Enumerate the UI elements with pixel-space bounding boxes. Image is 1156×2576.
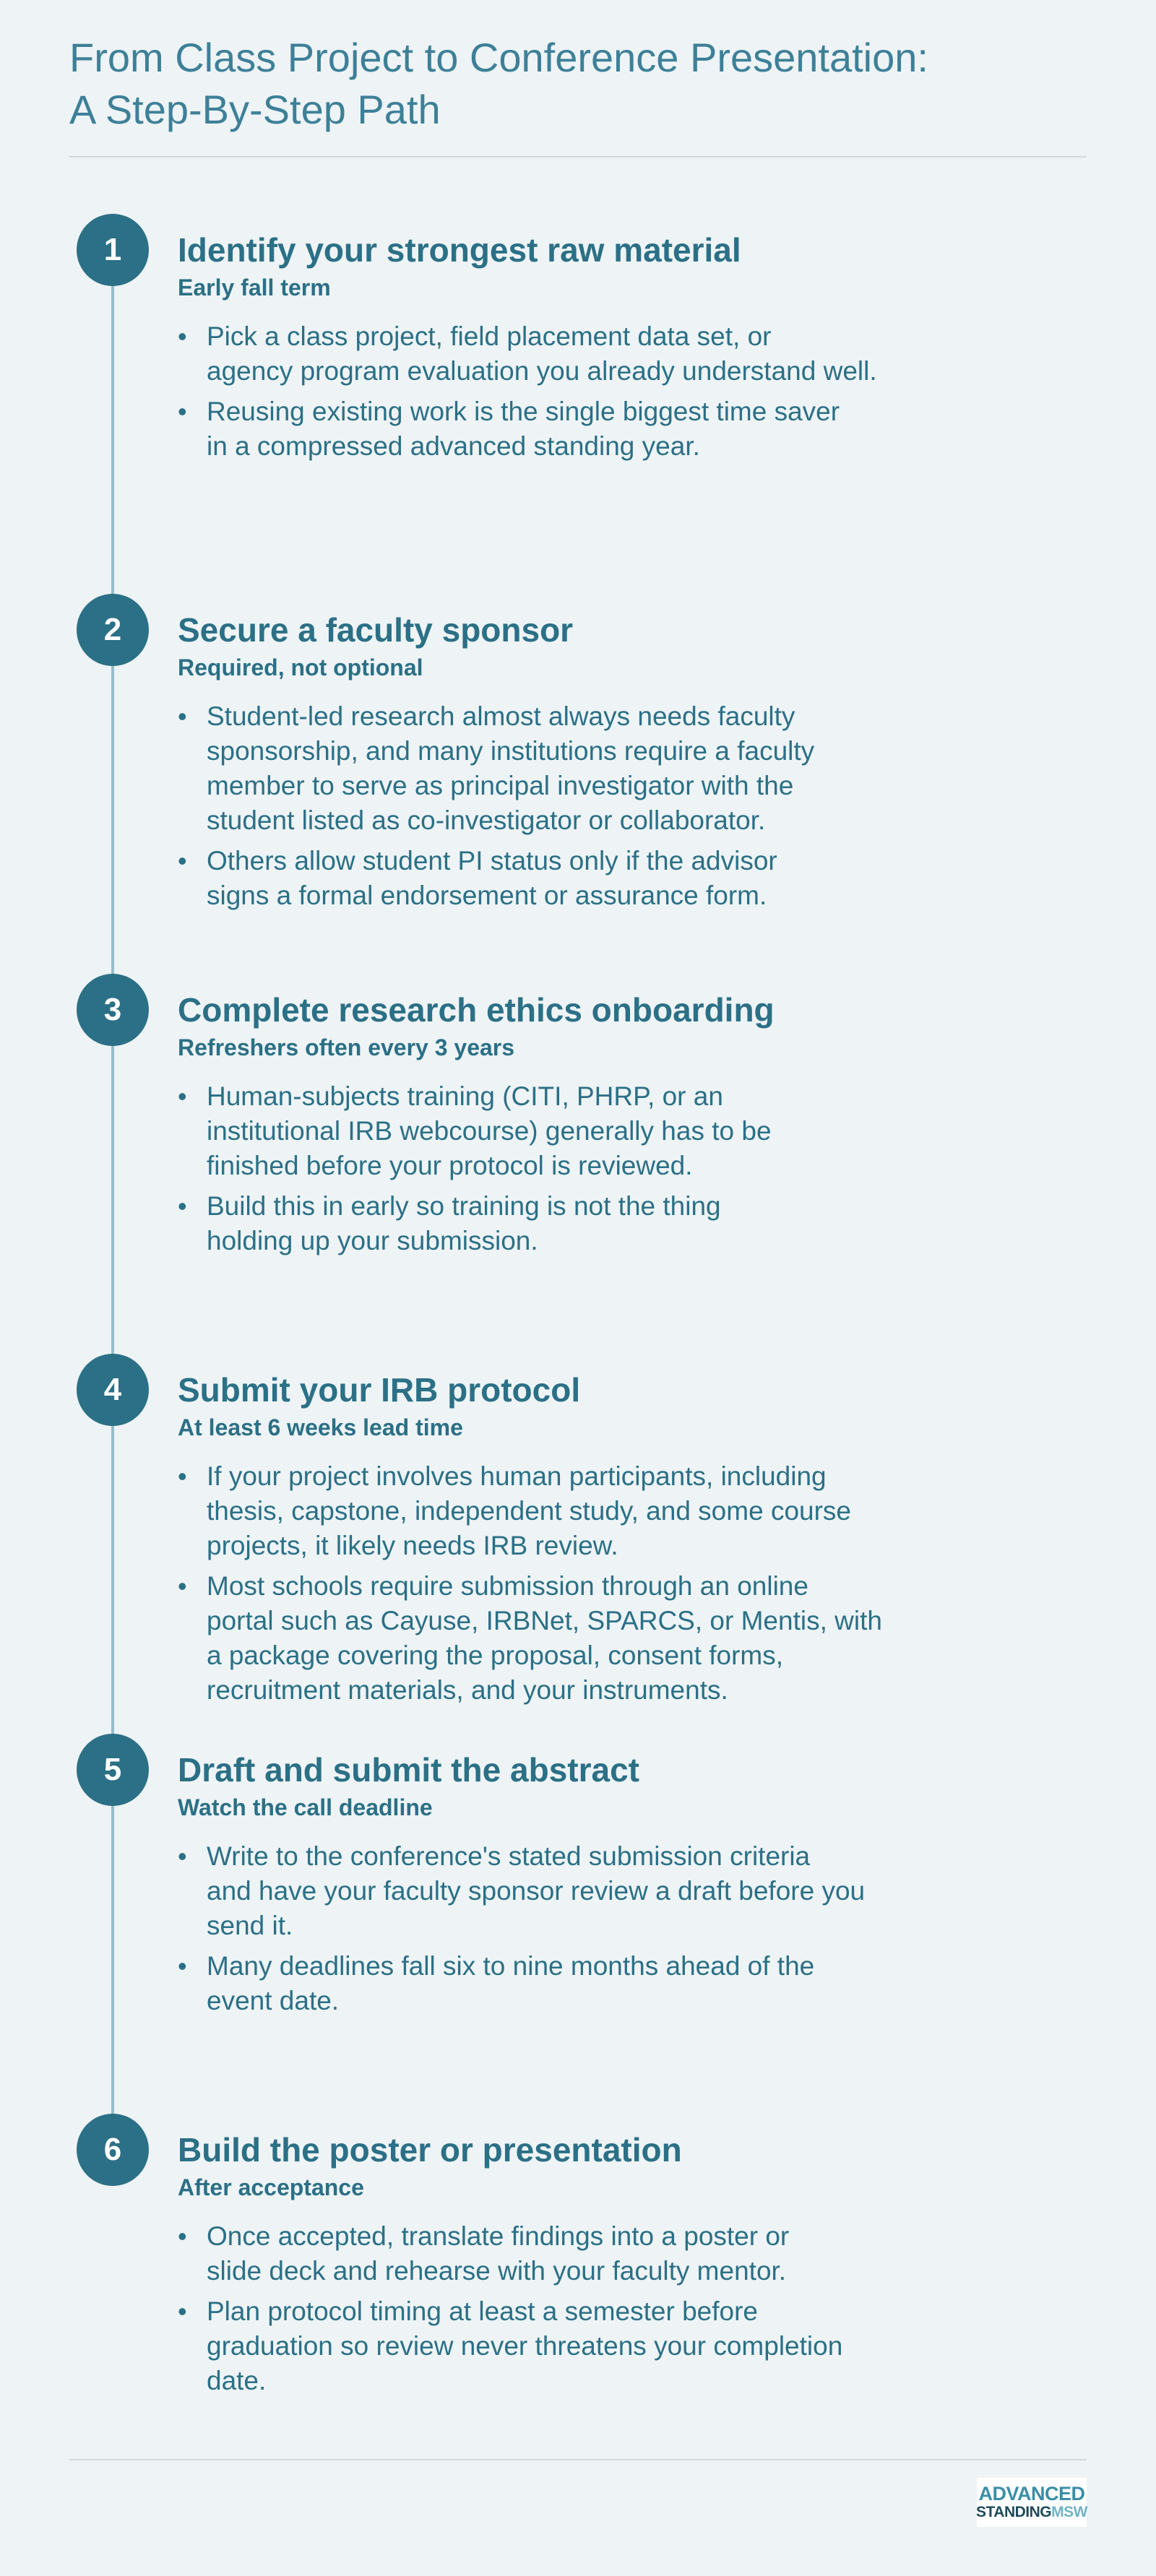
- bullet-dot-icon: •: [178, 701, 187, 731]
- logo-line-2: [976, 2504, 1087, 2521]
- page-title-line-2: A Step-By-Step Path: [69, 87, 441, 132]
- bullet-text: [207, 1569, 929, 1708]
- bullet-text-line: graduation so review never threatens your completion: [207, 2331, 843, 2361]
- logo-line-1: ADVANCED: [978, 2483, 1085, 2504]
- bullet-item: [178, 319, 929, 389]
- bullet-text-line: date.: [207, 2366, 267, 2395]
- bullet-text: [207, 1459, 929, 1563]
- bullet-text: [207, 1949, 929, 2018]
- bullet-text-line: Student-led research almost always needs faculty: [207, 701, 795, 731]
- bullet-item: [178, 1079, 929, 1183]
- bullet-dot-icon: •: [178, 321, 187, 351]
- bullet-dot-icon: •: [178, 1571, 187, 1601]
- bullet-item: [178, 2219, 929, 2288]
- bullet-text-line: send it.: [207, 1911, 293, 1940]
- step-number-badge: 6: [77, 2114, 149, 2186]
- bullet-text: [207, 699, 929, 838]
- bullet-item: [178, 844, 929, 913]
- bullet-text-line: slide deck and rehearse with your faculty mentor.: [207, 2256, 787, 2286]
- bullet-text: [207, 1079, 929, 1183]
- step-number-badge: 4: [77, 1354, 149, 1426]
- bullet-text: [207, 394, 929, 464]
- step-number-badge: 1: [77, 214, 149, 286]
- step-number-badge: 5: [77, 1734, 149, 1806]
- step-title: Complete research ethics onboarding: [178, 991, 775, 1029]
- bullet-text-line: portal such as Cayuse, IRBNet, SPARCS, or Mentis, with: [207, 1606, 882, 1635]
- bullet-text: [207, 2294, 929, 2398]
- bullet-dot-icon: •: [178, 2221, 187, 2251]
- bullet-text-line: a package covering the proposal, consent forms,: [207, 1641, 784, 1670]
- step-subtitle: Required, not optional: [178, 654, 423, 680]
- step-subtitle: After acceptance: [178, 2174, 364, 2200]
- bullet-dot-icon: •: [178, 1951, 187, 1981]
- step-bullet-list: [178, 1079, 929, 1264]
- bullet-item: [178, 1839, 929, 1943]
- bullet-item: [178, 1569, 929, 1708]
- step-number-badge: 2: [77, 594, 149, 666]
- bullet-text-line: If your project involves human participants, including: [207, 1461, 827, 1491]
- bottom-divider: [69, 2459, 1087, 2460]
- bullet-dot-icon: •: [178, 1841, 187, 1871]
- step-bullet-list: [178, 319, 929, 470]
- bullet-text-line: Pick a class project, field placement data set, or: [207, 321, 772, 351]
- bullet-text-line: finished before your protocol is reviewed.: [207, 1151, 693, 1180]
- step-subtitle: Watch the call deadline: [178, 1794, 433, 1820]
- advanced-standing-msw-logo: [977, 2478, 1087, 2527]
- bullet-text-line: thesis, capstone, independent study, and some course: [207, 1496, 851, 1526]
- bullet-text: [207, 1839, 929, 1943]
- bullet-text-line: Build this in early so training is not the thing: [207, 1191, 721, 1221]
- bullet-text-line: institutional IRB webcourse) generally has to be: [207, 1116, 772, 1146]
- bullet-item: [178, 1189, 929, 1258]
- bullet-text-line: Human-subjects training (CITI, PHRP, or an: [207, 1081, 723, 1111]
- bullet-item: [178, 699, 929, 838]
- bullet-text-line: Plan protocol timing at least a semester before: [207, 2296, 758, 2326]
- bullet-text: [207, 2219, 929, 2288]
- bullet-dot-icon: •: [178, 2296, 187, 2326]
- bullet-dot-icon: •: [178, 397, 187, 426]
- step-title: Secure a faculty sponsor: [178, 611, 574, 649]
- bullet-item: [178, 2294, 929, 2398]
- bullet-text-line: member to serve as principal investigator with the: [207, 771, 794, 800]
- bullet-text-line: Write to the conference's stated submission criteria: [207, 1841, 811, 1871]
- bullet-text-line: Reusing existing work is the single biggest time saver: [207, 397, 840, 426]
- step-title: Draft and submit the abstract: [178, 1751, 639, 1789]
- bullet-item: [178, 1949, 929, 2018]
- bullet-item: [178, 1459, 929, 1563]
- bullet-text-line: student listed as co-investigator or collaborator.: [207, 805, 766, 835]
- bullet-text-line: Many deadlines fall six to nine months ahead of the: [207, 1951, 815, 1981]
- bullet-text-line: Others allow student PI status only if the advisor: [207, 846, 777, 876]
- page-title-line-1: From Class Project to Conference Presentation:: [69, 35, 928, 80]
- bullet-text-line: Most schools require submission through an online: [207, 1571, 808, 1601]
- bullet-text-line: sponsorship, and many institutions require a faculty: [207, 736, 815, 766]
- logo-line-2b: MSW: [1051, 2504, 1087, 2520]
- step-bullet-list: [178, 699, 929, 919]
- top-divider: [69, 156, 1087, 157]
- bullet-dot-icon: •: [178, 846, 187, 876]
- step-number-badge: 3: [77, 974, 149, 1046]
- bullet-item: [178, 394, 929, 464]
- bullet-dot-icon: •: [178, 1461, 187, 1491]
- bullet-text-line: Once accepted, translate findings into a poster or: [207, 2221, 790, 2251]
- step-title: Identify your strongest raw material: [178, 231, 741, 269]
- bullet-text: [207, 319, 929, 389]
- bullet-text-line: holding up your submission.: [207, 1226, 538, 1255]
- bullet-text: [207, 1189, 929, 1258]
- logo-line-2a: STANDING: [976, 2504, 1052, 2520]
- step-bullet-list: [178, 2219, 929, 2404]
- bullet-text: [207, 844, 929, 913]
- bullet-text-line: projects, it likely needs IRB review.: [207, 1531, 618, 1560]
- step-bullet-list: [178, 1839, 929, 2024]
- step-title: Build the poster or presentation: [178, 2131, 682, 2169]
- bullet-dot-icon: •: [178, 1081, 187, 1111]
- step-title: Submit your IRB protocol: [178, 1371, 581, 1409]
- bullet-text-line: in a compressed advanced standing year.: [207, 431, 700, 461]
- bullet-dot-icon: •: [178, 1191, 187, 1221]
- step-subtitle: Refreshers often every 3 years: [178, 1034, 515, 1060]
- bullet-text-line: signs a formal endorsement or assurance form.: [207, 881, 767, 910]
- step-subtitle: At least 6 weeks lead time: [178, 1414, 463, 1440]
- step-subtitle: Early fall term: [178, 275, 331, 301]
- bullet-text-line: recruitment materials, and your instruments.: [207, 1675, 728, 1705]
- bullet-text-line: and have your faculty sponsor review a draft before you: [207, 1876, 866, 1906]
- step-bullet-list: [178, 1459, 929, 1713]
- bullet-text-line: event date.: [207, 1986, 340, 2015]
- timeline-line: [111, 250, 114, 2145]
- bullet-text-line: agency program evaluation you already understand well.: [207, 356, 877, 386]
- page-title: [69, 32, 1009, 136]
